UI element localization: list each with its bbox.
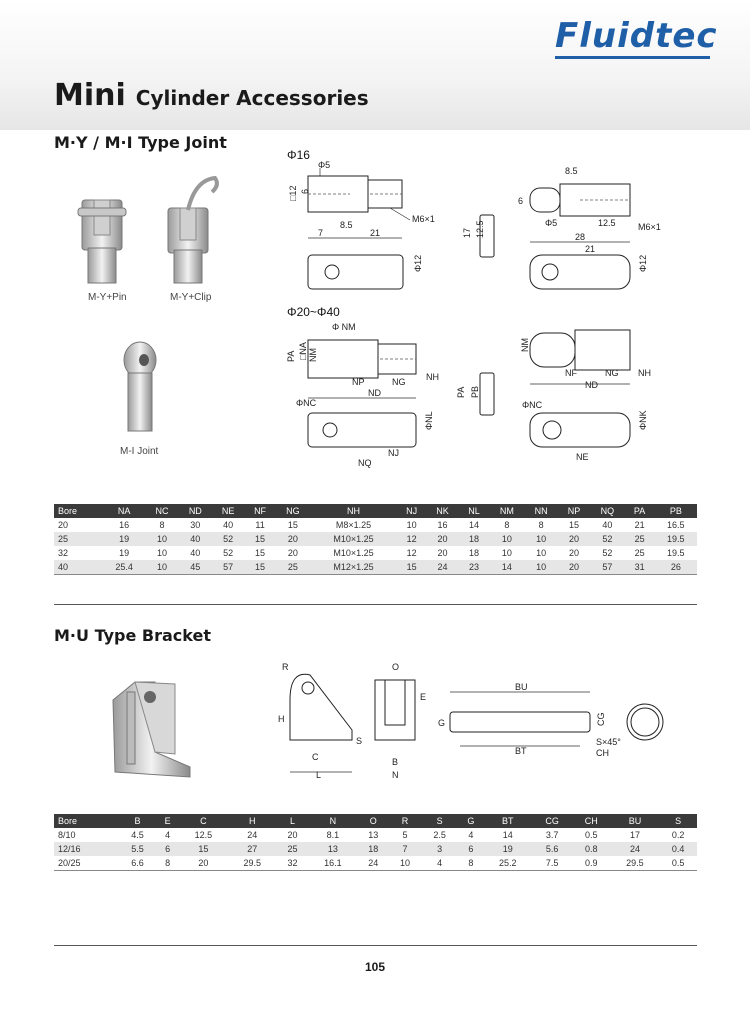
table-cell: 14 xyxy=(489,560,524,574)
bracket-side xyxy=(290,674,352,740)
table-cell: 21 xyxy=(634,520,645,530)
dim-20-np: NP xyxy=(352,377,365,387)
dim-20-nc2: ΦNC xyxy=(522,400,543,410)
photo-label-joint: M-I Joint xyxy=(120,446,159,457)
table-cell: 10 xyxy=(400,857,411,868)
dim-16-phi12: Φ12 xyxy=(413,254,423,272)
table-cell: 6.6 xyxy=(131,857,144,868)
phi20-drawings xyxy=(280,318,680,468)
bracket-photo xyxy=(95,672,205,782)
joint-table-header-cell: NF xyxy=(244,504,275,518)
bracket-table-header-cell: Bore xyxy=(54,814,119,828)
table-cell: 32 xyxy=(58,548,69,558)
table-cell: 52 xyxy=(223,548,234,558)
table-cell: 20 xyxy=(287,548,298,558)
clip-joint-image xyxy=(168,178,217,283)
table-cell: 8 xyxy=(159,520,165,530)
table-cell: 8.1 xyxy=(326,830,340,840)
table-cell: 29.5 xyxy=(626,857,644,868)
dim-20-nm: Φ NM xyxy=(332,322,356,332)
dim-bracket-e: E xyxy=(420,692,427,702)
bracket-table-header-cell: G xyxy=(458,814,483,828)
table-cell: 57 xyxy=(212,560,244,574)
i16-head xyxy=(530,188,560,212)
logo-underline xyxy=(555,56,710,59)
table-cell: 4 xyxy=(437,857,443,868)
joint-table-header-cell: NE xyxy=(212,504,244,518)
table-cell: M12×1.25 xyxy=(310,560,397,574)
dim-bracket-b: B xyxy=(392,757,399,767)
dim-20-nl: ΦNL xyxy=(424,411,434,430)
table-cell: 29.5 xyxy=(243,857,261,868)
dim-16-twelve5-b: 12.5 xyxy=(598,218,616,228)
title-sub: Cylinder Accessories xyxy=(135,86,369,110)
table-cell: 15 xyxy=(569,520,580,530)
table-cell: 15 xyxy=(244,560,275,574)
table-cell: 4.5 xyxy=(131,830,144,840)
table-cell: 20 xyxy=(558,560,590,574)
dim-20-pa: PA xyxy=(286,350,296,362)
table-cell: 52 xyxy=(590,532,624,546)
table-cell: 20/25 xyxy=(58,857,81,868)
table-cell: 10 xyxy=(145,532,178,546)
joint-section-title: M·Y / M·I Type Joint xyxy=(54,133,227,152)
y20-body xyxy=(308,340,378,378)
dim-20-ne: NE xyxy=(576,452,589,462)
bracket-drawings xyxy=(270,660,690,780)
table-row xyxy=(54,518,697,532)
joint-table-header-cell: Bore xyxy=(54,504,103,518)
table-cell: 25.2 xyxy=(499,857,517,868)
table-cell: 5.6 xyxy=(532,842,572,856)
photo-label-clip: M-Y+Clip xyxy=(170,292,212,303)
table-cell: 6 xyxy=(156,842,179,856)
table-cell: 24 xyxy=(247,830,258,840)
table-row xyxy=(54,842,697,856)
table-cell: 26 xyxy=(655,560,697,574)
table-cell: 0.8 xyxy=(572,842,611,856)
table-cell: 0.5 xyxy=(584,830,598,840)
table-cell: 10 xyxy=(524,560,557,574)
joint-table-header-cell: ND xyxy=(179,504,212,518)
dim-20-nm2: NM xyxy=(308,348,318,362)
table-cell: 19 xyxy=(103,532,145,546)
page-number: 105 xyxy=(364,960,386,974)
dim-20-na: □NA xyxy=(298,342,308,360)
dim-20-nj: NJ xyxy=(388,448,399,458)
bracket-table-header-cell: N xyxy=(308,814,357,828)
table-cell: 6 xyxy=(458,842,483,856)
bracket-table-body xyxy=(54,828,697,870)
dim-16-six-b: 6 xyxy=(518,196,524,206)
bracket-table-header-cell: S xyxy=(659,814,697,828)
table-cell: 8 xyxy=(165,857,171,868)
brand-logo: Fluidtec xyxy=(555,16,718,56)
table-cell: 18 xyxy=(459,532,489,546)
table-cell: 0.9 xyxy=(584,857,598,868)
table-cell: 40 xyxy=(602,520,613,530)
table-cell: 12/16 xyxy=(54,842,119,856)
dim-16-six: 6 xyxy=(300,188,310,194)
table-cell: 24 xyxy=(368,857,379,868)
joint-table-header-cell: NA xyxy=(103,504,145,518)
dim-bracket-ch: CH xyxy=(596,748,609,758)
table-cell: 3 xyxy=(421,842,458,856)
table-cell: 0.4 xyxy=(659,842,697,856)
dim-20-ng2: NG xyxy=(605,368,619,378)
table-row xyxy=(54,532,697,546)
dim-bracket-n: N xyxy=(392,770,399,780)
table-cell: 40 xyxy=(54,560,103,574)
table-cell: 14 xyxy=(502,830,513,840)
table-cell: 23 xyxy=(459,560,489,574)
table-cell: 15 xyxy=(287,520,298,530)
joint-table-header-cell: NJ xyxy=(397,504,426,518)
table-cell: 14 xyxy=(468,520,479,530)
bracket-table-header-cell: H xyxy=(228,814,277,828)
table-cell: 7.5 xyxy=(545,857,559,868)
table-cell: 2.5 xyxy=(433,830,446,840)
dim-20-nf: NF xyxy=(565,368,577,378)
table-cell: 25.4 xyxy=(103,560,145,574)
table-cell: 30 xyxy=(190,520,201,530)
dim-20-nm3: NM xyxy=(520,338,530,352)
dim-16-twentyone: 21 xyxy=(370,228,381,238)
joint-table-header-cell: NK xyxy=(426,504,458,518)
dim-16-phi5-b: Φ5 xyxy=(545,218,558,228)
table-cell: 24 xyxy=(426,560,458,574)
table-cell: 25 xyxy=(625,532,655,546)
joint-table-header-cell: NN xyxy=(524,504,557,518)
dim-bracket-r: R xyxy=(282,662,289,672)
dim-20-nh: NH xyxy=(426,372,439,382)
joint-table-header-row xyxy=(54,504,697,518)
table-cell: 52 xyxy=(212,532,244,546)
dim-20-nc: ΦNC xyxy=(296,398,317,408)
bracket-section-title: M·U Type Bracket xyxy=(54,626,211,645)
dim-20-nh2: NH xyxy=(638,368,651,378)
table-cell: 19 xyxy=(119,548,130,558)
diameter-label-16: Φ16 xyxy=(287,148,310,162)
table-cell: 18 xyxy=(357,842,389,856)
table-cell: 25 xyxy=(277,842,309,856)
dim-bracket-bu: BU xyxy=(515,682,528,692)
dim-bracket-l: L xyxy=(316,770,322,780)
table-cell: 25 xyxy=(276,560,310,574)
table-cell: 10 xyxy=(524,532,557,546)
table-cell: 25 xyxy=(54,532,103,546)
table-cell: 4 xyxy=(165,830,171,840)
dim-16-phi5: Φ5 xyxy=(318,160,331,170)
table-cell: 16 xyxy=(119,520,130,530)
table-cell: 40 xyxy=(179,532,212,546)
table-cell: 5 xyxy=(402,830,408,840)
table-cell: 7 xyxy=(389,842,421,856)
table-row xyxy=(54,546,697,560)
table-row xyxy=(54,828,697,842)
dim-bracket-g: G xyxy=(438,718,446,728)
table-cell: 20 xyxy=(426,532,458,546)
table-cell: 8 xyxy=(504,520,510,530)
table-cell: 45 xyxy=(179,560,212,574)
joint-table-header-cell: NG xyxy=(276,504,310,518)
y16-top xyxy=(308,255,403,289)
i20-head xyxy=(530,333,575,367)
diameter-label-20-40: Φ20~Φ40 xyxy=(287,305,340,319)
joint-table-header-cell: PB xyxy=(655,504,697,518)
table-cell: 24 xyxy=(611,842,660,856)
table-cell: 12.5 xyxy=(194,830,213,840)
dim-bracket-s: S xyxy=(356,736,363,746)
dim-20-ng: NG xyxy=(392,377,406,387)
table-cell: 13 xyxy=(308,842,357,856)
bracket-spec-table xyxy=(54,814,697,871)
table-cell: 20 xyxy=(558,532,590,546)
dim-bracket-c: C xyxy=(312,752,319,762)
dim-bracket-bt: BT xyxy=(515,746,527,756)
table-cell: 8 xyxy=(538,520,544,530)
table-cell: 16.1 xyxy=(324,857,342,868)
table-cell: 12 xyxy=(406,548,417,558)
table-cell: 8/10 xyxy=(58,830,76,840)
dim-16-m6-b: M6×1 xyxy=(638,222,661,232)
table-cell: 19.5 xyxy=(667,548,685,558)
table-cell: 10 xyxy=(489,532,524,546)
table-cell: 0.5 xyxy=(671,857,685,868)
joint-table-header-cell: NP xyxy=(558,504,590,518)
table-cell: 16 xyxy=(437,520,448,530)
bracket-table-header-cell: O xyxy=(357,814,389,828)
section-divider xyxy=(54,604,697,605)
table-cell: 20 xyxy=(58,520,69,530)
table-cell: 0.2 xyxy=(671,830,685,840)
dim-20-nd2: ND xyxy=(585,380,598,390)
phi16-drawings xyxy=(280,160,680,300)
dim-16-seventeen: 17 xyxy=(462,227,472,238)
joint-spec-table xyxy=(54,504,697,575)
table-cell: 19.5 xyxy=(655,532,697,546)
bracket-table-header-cell: BT xyxy=(483,814,532,828)
pin20 xyxy=(480,373,494,415)
dim-20-pa2: PA xyxy=(456,386,466,398)
dim-20-nd: ND xyxy=(368,388,381,398)
table-cell: 32 xyxy=(287,857,298,868)
table-cell: 19 xyxy=(483,842,532,856)
bracket-table-header-cell: CG xyxy=(532,814,572,828)
table-cell: 40 xyxy=(223,520,234,530)
dim-16-twelve5: 12.5 xyxy=(475,220,485,238)
table-cell: 52 xyxy=(602,548,613,558)
table-cell: 4 xyxy=(468,830,474,840)
dim-16-eight5: 8.5 xyxy=(340,220,353,230)
bracket-table-header-cell: E xyxy=(156,814,179,828)
dim-16-seven: 7 xyxy=(318,228,324,238)
dim-16-phi12-b: Φ12 xyxy=(638,254,648,272)
i20-thread xyxy=(575,330,630,370)
dim-20-pb: PB xyxy=(470,385,480,398)
table-cell: 15 xyxy=(397,560,426,574)
table-cell: 5.5 xyxy=(119,842,156,856)
table-cell: 15 xyxy=(244,532,275,546)
joint-table-header-cell: NQ xyxy=(590,504,624,518)
table-cell: 57 xyxy=(590,560,624,574)
table-cell: 10 xyxy=(156,548,167,558)
table-cell: 25 xyxy=(634,548,645,558)
title-main: Mini xyxy=(54,78,126,113)
joint-table-header-cell: PA xyxy=(625,504,655,518)
table-cell: 20 xyxy=(276,532,310,546)
table-cell: 17 xyxy=(629,830,640,840)
table-cell: 10 xyxy=(145,560,178,574)
photo-label-pin: M-Y+Pin xyxy=(88,292,127,303)
bracket-table-header-cell: C xyxy=(179,814,228,828)
table-row xyxy=(54,560,697,574)
joint-table-header-cell: NL xyxy=(459,504,489,518)
dim-16-m6: M6×1 xyxy=(412,214,435,224)
joint-table-header-cell: NH xyxy=(310,504,397,518)
joint-photos xyxy=(70,170,250,300)
table-cell: 3.7 xyxy=(545,830,559,840)
bracket-table-header-cell: B xyxy=(119,814,156,828)
table-cell: 11 xyxy=(255,520,265,530)
table-cell: 18 xyxy=(468,548,479,558)
table-cell: 10 xyxy=(406,520,417,530)
dim-16-twentyeight: 28 xyxy=(575,232,586,242)
table-cell: 20 xyxy=(198,857,209,868)
joint-table-header-cell: NC xyxy=(145,504,178,518)
joint-table-header-cell: NM xyxy=(489,504,524,518)
table-cell: 40 xyxy=(190,548,201,558)
table-cell: 13 xyxy=(368,830,379,840)
table-cell: 12 xyxy=(397,532,426,546)
dim-bracket-h: H xyxy=(278,714,285,724)
table-cell: M10×1.25 xyxy=(310,532,397,546)
table-row xyxy=(54,856,697,870)
table-cell: 15 xyxy=(179,842,228,856)
table-cell: 10 xyxy=(501,548,512,558)
dim-16-twentyone-b: 21 xyxy=(585,244,596,254)
joint-table-body xyxy=(54,518,697,574)
table-cell: 8 xyxy=(468,857,474,868)
dim-16-eight5-b: 8.5 xyxy=(565,166,578,176)
table-cell: 20 xyxy=(569,548,580,558)
bracket-table-header-cell: L xyxy=(277,814,309,828)
bracket-front xyxy=(375,680,415,740)
bracket-table-header-cell: CH xyxy=(572,814,611,828)
table-cell: M8×1.25 xyxy=(335,520,372,530)
table-cell: 16.5 xyxy=(667,520,685,530)
table-cell: 20 xyxy=(287,830,298,840)
dim-bracket-sx45: S×45° xyxy=(596,737,621,747)
bracket-table-header-cell: BU xyxy=(611,814,660,828)
table-cell: M10×1.25 xyxy=(333,548,374,558)
dim-20-nq: NQ xyxy=(358,458,372,468)
table-cell: 31 xyxy=(625,560,655,574)
pin-joint-image xyxy=(78,200,126,283)
table-cell: 20 xyxy=(437,548,448,558)
dim-bracket-cg: CG xyxy=(596,712,606,726)
bracket-table-header-row xyxy=(54,814,697,828)
table-cell: 10 xyxy=(536,548,547,558)
dim-bracket-o: O xyxy=(392,662,400,672)
dim-16-sq12: □12 xyxy=(288,185,298,201)
footer-divider xyxy=(54,945,697,946)
bracket-pin xyxy=(450,712,590,732)
table-cell: 15 xyxy=(255,548,266,558)
m-i-joint-image xyxy=(110,338,170,438)
page-title xyxy=(54,78,369,113)
bracket-table-header-cell: S xyxy=(421,814,458,828)
table-cell: 27 xyxy=(228,842,277,856)
bracket-table-header-cell: R xyxy=(389,814,421,828)
dim-20-nk: ΦNK xyxy=(638,410,648,430)
